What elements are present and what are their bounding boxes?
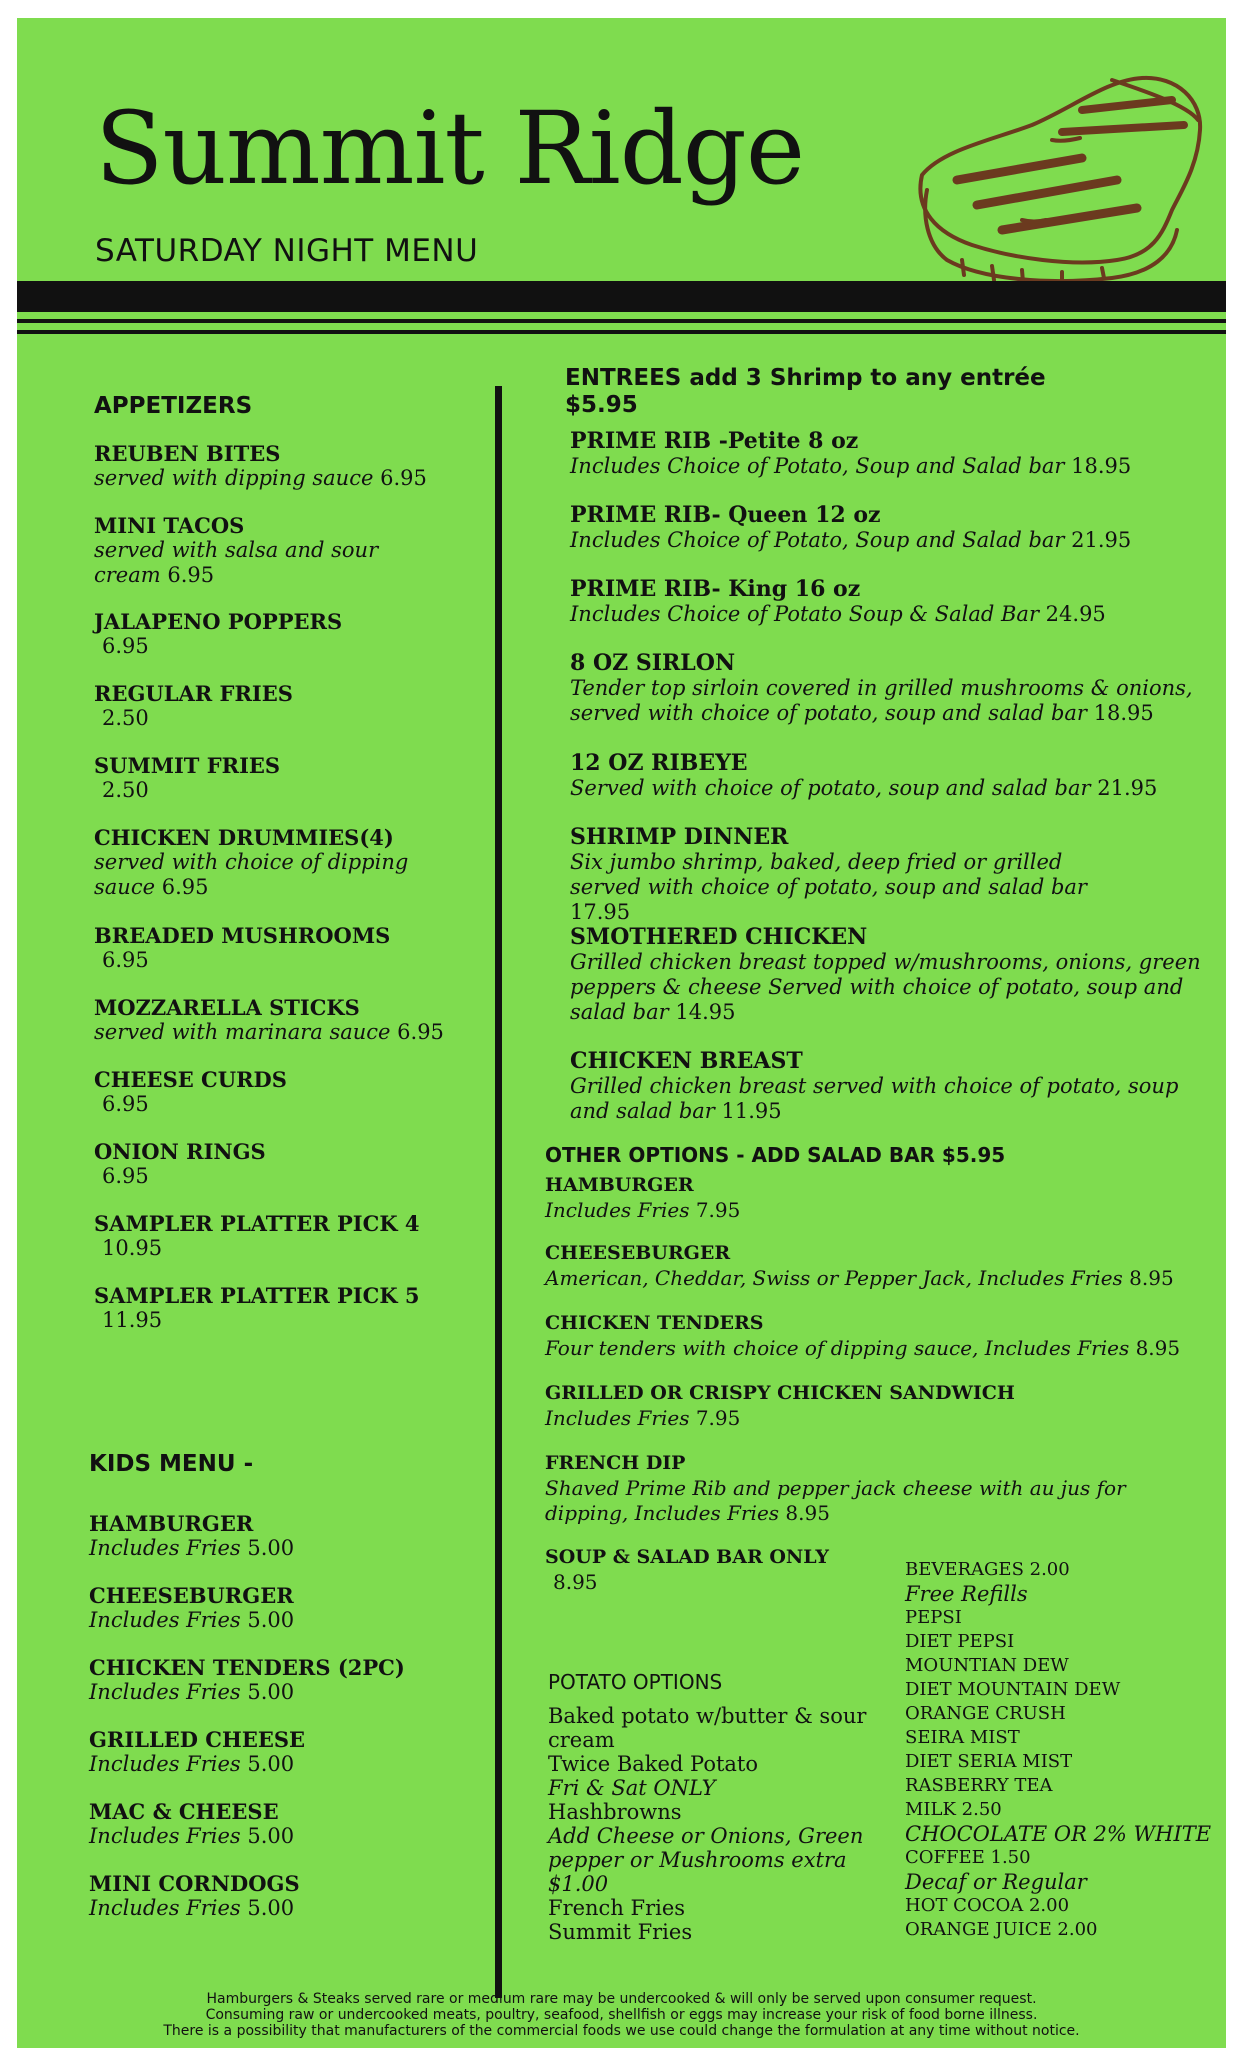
item-price: 5.00 xyxy=(247,1896,295,1920)
entrees-heading-line: ENTREES add 3 Shrimp to any entrée xyxy=(565,365,1046,391)
restaurant-title: Summit Ridge xyxy=(95,90,804,207)
other-item xyxy=(545,1381,1015,1431)
beverage-line: SEIRA MIST xyxy=(905,1727,1020,1748)
item-price: 8.95 xyxy=(553,1570,598,1594)
potato-option: Summit Fries xyxy=(548,1920,693,1944)
menu-item xyxy=(94,513,394,588)
menu-item xyxy=(94,1139,266,1189)
entree-item xyxy=(570,825,1130,925)
menu-item xyxy=(89,1727,305,1777)
beverage-line: COFFEE 1.50 xyxy=(905,1847,1031,1868)
item-name: MAC & CHEESE xyxy=(89,1799,279,1824)
item-name: SHRIMP DINNER xyxy=(570,824,789,850)
entree-item xyxy=(570,751,1210,801)
item-name: SOUP & SALAD BAR ONLY xyxy=(545,1546,829,1568)
menu-item xyxy=(94,995,484,1045)
beverage-line: ORANGE CRUSH xyxy=(905,1703,1066,1724)
beverage-line: DIET SERIA MIST xyxy=(905,1751,1073,1772)
entrees-heading-price: $5.95 xyxy=(565,392,638,418)
column-divider xyxy=(495,386,502,1998)
item-name: BREADED MUSHROOMS xyxy=(94,923,391,948)
item-desc: Includes Fries xyxy=(89,1824,241,1848)
beverage-line: MILK 2.50 xyxy=(905,1799,1002,1820)
item-price: 6.95 xyxy=(102,1164,149,1188)
item-desc: Includes Fries xyxy=(89,1680,241,1704)
item-desc: Includes Fries xyxy=(89,1896,241,1920)
header-divider-thick xyxy=(17,281,1226,312)
item-price: 8.95 xyxy=(785,1501,830,1525)
menu-subtitle: SATURDAY NIGHT MENU xyxy=(95,233,479,269)
beverage-line: PEPSI xyxy=(905,1607,962,1628)
other-item xyxy=(545,1545,829,1595)
beverage-line: Free Refills xyxy=(905,1582,1028,1606)
menu-item xyxy=(94,825,434,900)
item-name: JALAPENO POPPERS xyxy=(94,609,343,634)
other-item xyxy=(545,1451,1145,1526)
item-name: CHICKEN BREAST xyxy=(570,1048,803,1074)
entree-item xyxy=(570,1049,1210,1124)
item-price: 7.95 xyxy=(695,1406,741,1430)
item-desc: served with salsa and sour cream xyxy=(94,538,379,587)
item-name: CHEESE CURDS xyxy=(94,1067,287,1092)
potato-options-list xyxy=(548,1704,883,1944)
item-price: 5.00 xyxy=(247,1608,295,1632)
beverage-line: DIET PEPSI xyxy=(905,1631,1015,1652)
item-price: 14.95 xyxy=(675,1000,736,1024)
item-price: 7.95 xyxy=(695,1198,741,1222)
item-name: CHEESEBURGER xyxy=(89,1583,294,1608)
beverage-line: BEVERAGES 2.00 xyxy=(905,1559,1070,1580)
menu-sheet xyxy=(17,18,1226,2048)
other-options-heading: OTHER OPTIONS - ADD SALAD BAR $5.95 xyxy=(545,1143,1006,1167)
item-price: 18.95 xyxy=(1071,454,1132,478)
item-price: 2.50 xyxy=(102,706,149,730)
beverage-line: DIET MOUNTAIN DEW xyxy=(905,1679,1121,1700)
item-desc: American, Cheddar, Swiss or Pepper Jack, Includes Fries xyxy=(545,1266,1123,1290)
item-price: 6.95 xyxy=(167,563,215,587)
item-name: MINI CORNDOGS xyxy=(89,1871,300,1896)
item-price: 6.95 xyxy=(102,1092,149,1116)
item-desc: Includes Fries xyxy=(545,1198,690,1222)
kids-menu-heading: KIDS MENU - xyxy=(89,1451,254,1477)
menu-item xyxy=(94,753,280,803)
menu-item xyxy=(94,609,342,659)
item-price: 5.00 xyxy=(247,1536,295,1560)
other-item xyxy=(545,1311,1225,1361)
potato-option: French Fries xyxy=(548,1896,686,1920)
entree-item xyxy=(570,925,1210,1025)
item-name: MINI TACOS xyxy=(94,513,245,538)
item-price: 8.95 xyxy=(1129,1266,1174,1290)
item-desc: served with dipping sauce xyxy=(94,466,374,490)
item-name: HAMBURGER xyxy=(545,1174,694,1196)
entree-item xyxy=(570,429,1210,479)
item-desc: Includes Fries xyxy=(89,1536,241,1560)
item-desc: served with choice of dipping sauce xyxy=(94,850,409,899)
item-desc: Grilled chicken breast topped w/mushrooms, onions, green peppers & cheese Served with choice of potato, soup and salad bar xyxy=(570,950,1201,1024)
item-desc: Includes Fries xyxy=(89,1608,241,1632)
item-price: 21.95 xyxy=(1071,528,1132,552)
item-name: PRIME RIB -Petite 8 oz xyxy=(570,428,859,454)
menu-item xyxy=(89,1871,300,1921)
beverage-line: HOT COCOA 2.00 xyxy=(905,1895,1070,1916)
item-name: CHICKEN DRUMMIES(4) xyxy=(94,825,394,850)
item-desc: Shaved Prime Rib and pepper jack cheese with au jus for dipping, Includes Fries xyxy=(545,1476,1126,1525)
beverage-line: MOUNTIAN DEW xyxy=(905,1655,1069,1676)
item-name: 12 OZ RIBEYE xyxy=(570,750,748,776)
item-name: PRIME RIB- King 16 oz xyxy=(570,576,861,602)
item-price: 5.00 xyxy=(247,1752,295,1776)
item-price: 24.95 xyxy=(1045,602,1106,626)
item-name: MOZZARELLA STICKS xyxy=(94,995,360,1020)
beverage-line: ORANGE JUICE 2.00 xyxy=(905,1919,1098,1940)
menu-item xyxy=(94,923,390,973)
item-price: 6.95 xyxy=(380,466,427,490)
item-price: 6.95 xyxy=(102,634,149,658)
item-name: FRENCH DIP xyxy=(545,1452,686,1474)
menu-item xyxy=(89,1799,294,1849)
item-desc: Tender top sirloin covered in grilled mushrooms & onions, served with choice of potato, soup and salad bar xyxy=(570,676,1193,725)
entree-item xyxy=(570,651,1200,726)
menu-item xyxy=(89,1655,405,1705)
header-divider-thin xyxy=(17,319,1226,323)
item-name: ONION RINGS xyxy=(94,1139,266,1164)
other-item xyxy=(545,1241,1225,1291)
menu-item xyxy=(94,681,293,731)
item-price: 21.95 xyxy=(1097,776,1158,800)
menu-item xyxy=(94,1283,420,1333)
header-divider-thin xyxy=(17,330,1226,334)
item-name: REGULAR FRIES xyxy=(94,681,293,706)
item-name: SAMPLER PLATTER PICK 4 xyxy=(94,1211,420,1236)
appetizers-heading: APPETIZERS xyxy=(94,393,253,419)
menu-item xyxy=(94,1211,420,1261)
item-name: CHEESEBURGER xyxy=(545,1242,731,1264)
item-desc: served with marinara sauce xyxy=(94,1020,391,1044)
item-name: CHICKEN TENDERS (2PC) xyxy=(89,1655,405,1680)
item-desc: Includes Fries xyxy=(545,1406,690,1430)
potato-option: Hashbrowns xyxy=(548,1800,682,1824)
item-price: 6.95 xyxy=(397,1020,444,1044)
item-desc: Six jumbo shrimp, baked, deep fried or grilled served with choice of potato, soup and salad bar xyxy=(570,850,1087,899)
item-name: REUBEN BITES xyxy=(94,441,281,466)
potato-option: Fri & Sat ONLY xyxy=(548,1776,716,1800)
potato-option: Twice Baked Potato xyxy=(548,1752,758,1776)
footer-disclaimer: Consuming raw or undercooked meats, poultry, seafood, shellfish or eggs may increase your risk of food borne illness. xyxy=(205,2007,1038,2023)
steak-icon xyxy=(902,70,1212,290)
item-desc: Grilled chicken breast served with choice of potato, soup and salad bar xyxy=(570,1074,1179,1123)
other-item xyxy=(545,1173,740,1223)
item-desc: Served with choice of potato, soup and salad bar xyxy=(570,776,1091,800)
item-name: SAMPLER PLATTER PICK 5 xyxy=(94,1283,420,1308)
item-price: 11.95 xyxy=(102,1308,163,1332)
item-price: 6.95 xyxy=(102,948,149,972)
item-desc: Includes Choice of Potato Soup & Salad Bar xyxy=(570,602,1039,626)
menu-item xyxy=(89,1583,294,1633)
item-name: CHICKEN TENDERS xyxy=(545,1312,764,1334)
item-price: 2.50 xyxy=(102,778,149,802)
potato-option: Baked potato w/butter & sour cream xyxy=(548,1704,867,1752)
item-desc: Includes Fries xyxy=(89,1752,241,1776)
item-price: 6.95 xyxy=(161,875,209,899)
item-name: PRIME RIB- Queen 12 oz xyxy=(570,502,881,528)
item-name: 8 OZ SIRLON xyxy=(570,650,736,676)
beverages-list xyxy=(905,1558,1226,1942)
item-price: 5.00 xyxy=(247,1680,295,1704)
item-name: HAMBURGER xyxy=(89,1511,254,1536)
footer-disclaimer: Hamburgers & Steaks served rare or medium rare may be undercooked & will only be served upon consumer request. xyxy=(206,1991,1037,2007)
item-desc: Includes Choice of Potato, Soup and Salad bar xyxy=(570,528,1065,552)
item-price: 10.95 xyxy=(102,1236,163,1260)
item-name: SMOTHERED CHICKEN xyxy=(570,924,868,950)
beverage-line: Decaf or Regular xyxy=(905,1870,1087,1894)
entree-item xyxy=(570,503,1210,553)
item-name: GRILLED OR CRISPY CHICKEN SANDWICH xyxy=(545,1382,1015,1404)
menu-item xyxy=(94,1067,287,1117)
item-price: 17.95 xyxy=(570,900,631,924)
potato-options-heading: POTATO OPTIONS xyxy=(548,1670,723,1694)
item-price: 5.00 xyxy=(247,1824,295,1848)
menu-item xyxy=(94,441,474,491)
item-price: 8.95 xyxy=(1135,1336,1181,1360)
item-desc: Four tenders with choice of dipping sauce, Includes Fries xyxy=(545,1336,1130,1360)
footer-disclaimer: There is a possibility that manufacturers of the commercial foods we use could change the formulation at any time without notice. xyxy=(163,2023,1080,2039)
item-price: 18.95 xyxy=(1093,701,1154,725)
beverage-line: RASBERRY TEA xyxy=(905,1775,1053,1796)
item-name: GRILLED CHEESE xyxy=(89,1727,306,1752)
potato-option: Add Cheese or Onions, Green pepper or Mushrooms extra $1.00 xyxy=(548,1824,864,1896)
entrees-heading xyxy=(565,365,1046,419)
beverage-line: CHOCOLATE OR 2% WHITE xyxy=(905,1822,1212,1846)
menu-item xyxy=(89,1511,294,1561)
item-price: 11.95 xyxy=(721,1099,782,1123)
item-desc: Includes Choice of Potato, Soup and Salad bar xyxy=(570,454,1065,478)
entree-item xyxy=(570,577,1210,627)
item-name: SUMMIT FRIES xyxy=(94,753,281,778)
